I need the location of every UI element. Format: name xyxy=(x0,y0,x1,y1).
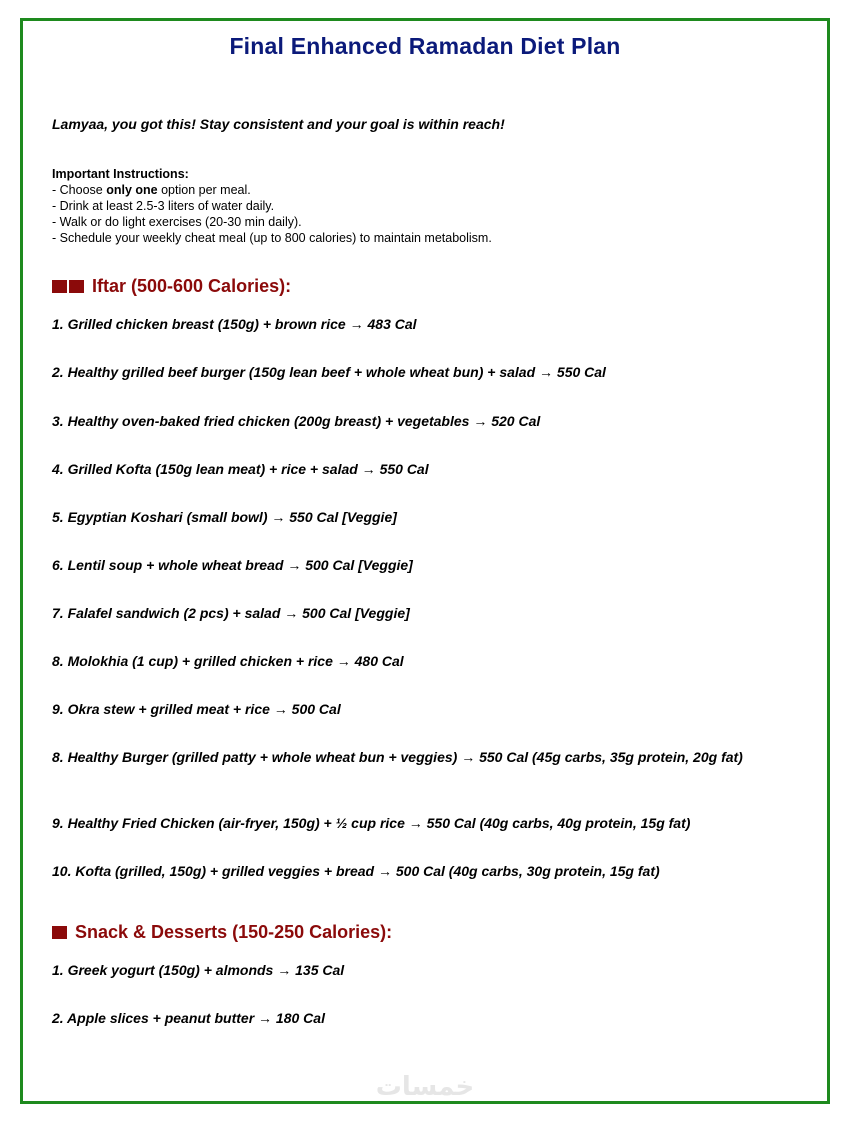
iftar-meal-item: 5. Egyptian Koshari (small bowl) → 550 Cal [Veggie] xyxy=(52,509,397,525)
instructions-block xyxy=(52,166,492,246)
iftar-meal-item: 3. Healthy oven-baked fried chicken (200g breast) + vegetables → 520 Cal xyxy=(52,413,541,429)
instruction-text: option per meal. xyxy=(157,183,251,197)
instruction-item: - Walk or do light exercises (20-30 min daily). xyxy=(52,215,302,229)
instruction-item xyxy=(52,182,492,198)
snacks-section-heading xyxy=(52,922,392,943)
iftar-meal-item: 7. Falafel sandwich (2 pcs) + salad → 500 Cal [Veggie] xyxy=(52,605,410,621)
instruction-emphasis: only one xyxy=(106,183,158,197)
snack-item: 1. Greek yogurt (150g) + almonds → 135 Cal xyxy=(52,962,345,978)
iftar-meal-item: 1. Grilled chicken breast (150g) + brown rice → 483 Cal xyxy=(52,316,417,332)
iftar-meal-item: 4. Grilled Kofta (150g lean meat) + rice + salad → 550 Cal xyxy=(52,461,429,477)
watermark-logo: خمسات xyxy=(375,1072,475,1102)
square-bullet-icon xyxy=(52,280,84,293)
iftar-meal-item: 8. Healthy Burger (grilled patty + whole wheat bun + veggies) → 550 Cal (45g carbs, 35g protein, 20g fat) xyxy=(52,749,743,765)
iftar-meal-item: 10. Kofta (grilled, 150g) + grilled veggies + bread → 500 Cal (40g carbs, 30g protein, 15g fat) xyxy=(52,863,660,879)
instructions-heading: Important Instructions: xyxy=(52,167,189,181)
iftar-meal-item: 2. Healthy grilled beef burger (150g lean beef + whole wheat bun) + salad → 550 Cal xyxy=(52,364,606,380)
document-title: Final Enhanced Ramadan Diet Plan xyxy=(229,33,621,59)
iftar-meal-item: 9. Okra stew + grilled meat + rice → 500 Cal xyxy=(52,701,341,717)
iftar-meal-item: 6. Lentil soup + whole wheat bread → 500 Cal [Veggie] xyxy=(52,557,413,573)
iftar-meal-item: 8. Molokhia (1 cup) + grilled chicken + rice → 480 Cal xyxy=(52,653,404,669)
iftar-section-heading xyxy=(52,276,291,297)
instruction-text: - Choose xyxy=(52,183,107,197)
square-bullet-icon xyxy=(52,926,67,939)
instruction-item: - Schedule your weekly cheat meal (up to 800 calories) to maintain metabolism. xyxy=(52,231,492,245)
instruction-item: - Drink at least 2.5-3 liters of water daily. xyxy=(52,199,275,213)
snack-item: 2. Apple slices + peanut butter → 180 Cal xyxy=(52,1010,325,1026)
motivation-line: Lamyaa, you got this! Stay consistent and your goal is within reach! xyxy=(52,116,505,132)
iftar-heading-text: Iftar (500-600 Calories): xyxy=(92,276,292,296)
snacks-heading-text: Snack & Desserts (150-250 Calories): xyxy=(75,922,393,942)
iftar-meal-item: 9. Healthy Fried Chicken (air-fryer, 150g) + ½ cup rice → 550 Cal (40g carbs, 40g protein, 15g fat) xyxy=(52,815,691,831)
